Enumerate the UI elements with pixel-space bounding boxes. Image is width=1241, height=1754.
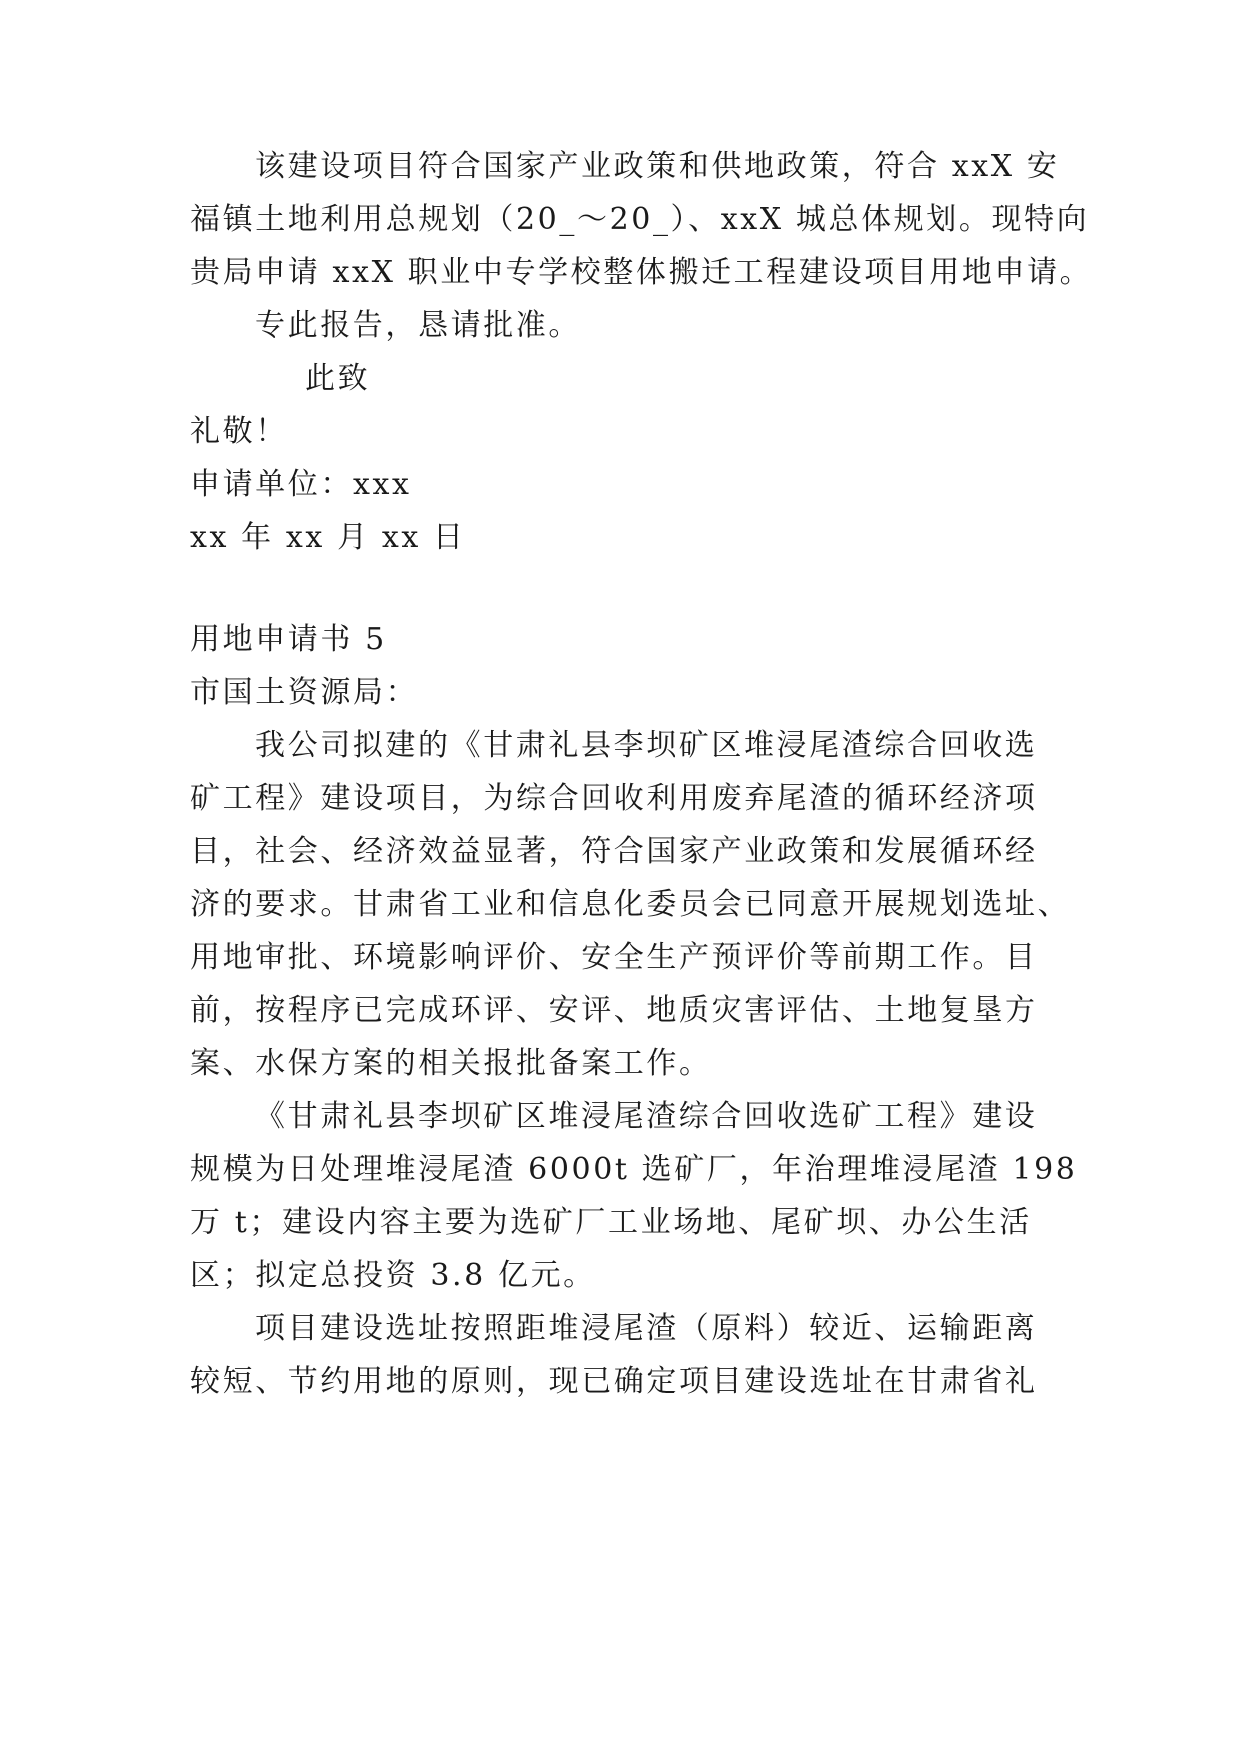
letter-greeting-2: 礼敬！ [190,414,288,449]
letter-intro-line-2: 福镇土地利用总规划（20_～20_）、xxX 城总体规划。现特向 [190,202,1090,237]
para2-line-3: 万 t；建设内容主要为选矿厂工业场地、尾矿坝、办公生活 [190,1205,1032,1240]
letter-request: 专此报告，恳请批准。 [255,308,581,343]
para1-line-4: 济的要求。甘肃省工业和信息化委员会已同意开展规划选址、 [190,887,1071,922]
para2-line-1: 《甘肃礼县李坝矿区堆浸尾渣综合回收选矿工程》建设 [255,1099,1038,1134]
para1-line-6: 前，按程序已完成环评、安评、地质灾害评估、土地复垦方 [190,993,1038,1028]
letter-greeting-1: 此致 [305,361,371,396]
letter-intro-line-1: 该建设项目符合国家产业政策和供地政策，符合 xxX 安 [255,149,1060,184]
para3-line-1: 项目建设选址按照距堆浸尾渣（原料）较近、运输距离 [255,1311,1038,1346]
letter-applicant: 申请单位：xxx [190,467,412,502]
section-title: 用地申请书 5 [190,622,387,657]
para1-line-1: 我公司拟建的《甘肃礼县李坝矿区堆浸尾渣综合回收选 [255,728,1038,763]
section-recipient: 市国土资源局： [190,675,419,710]
letter-date: xx 年 xx 月 xx 日 [190,520,466,555]
para1-line-5: 用地审批、环境影响评价、安全生产预评价等前期工作。目 [190,940,1038,975]
para1-line-3: 目，社会、经济效益显著，符合国家产业政策和发展循环经 [190,834,1038,869]
para2-line-2: 规模为日处理堆浸尾渣 6000t 选矿厂，年治理堆浸尾渣 198 [190,1152,1078,1187]
para2-line-4: 区；拟定总投资 3.8 亿元。 [190,1258,596,1293]
para3-line-2: 较短、节约用地的原则，现已确定项目建设选址在甘肃省礼 [190,1364,1038,1399]
letter-intro-line-3: 贵局申请 xxX 职业中专学校整体搬迁工程建设项目用地申请。 [190,255,1093,290]
para1-line-7: 案、水保方案的相关报批备案工作。 [190,1046,712,1081]
para1-line-2: 矿工程》建设项目，为综合回收利用废弃尾渣的循环经济项 [190,781,1038,816]
